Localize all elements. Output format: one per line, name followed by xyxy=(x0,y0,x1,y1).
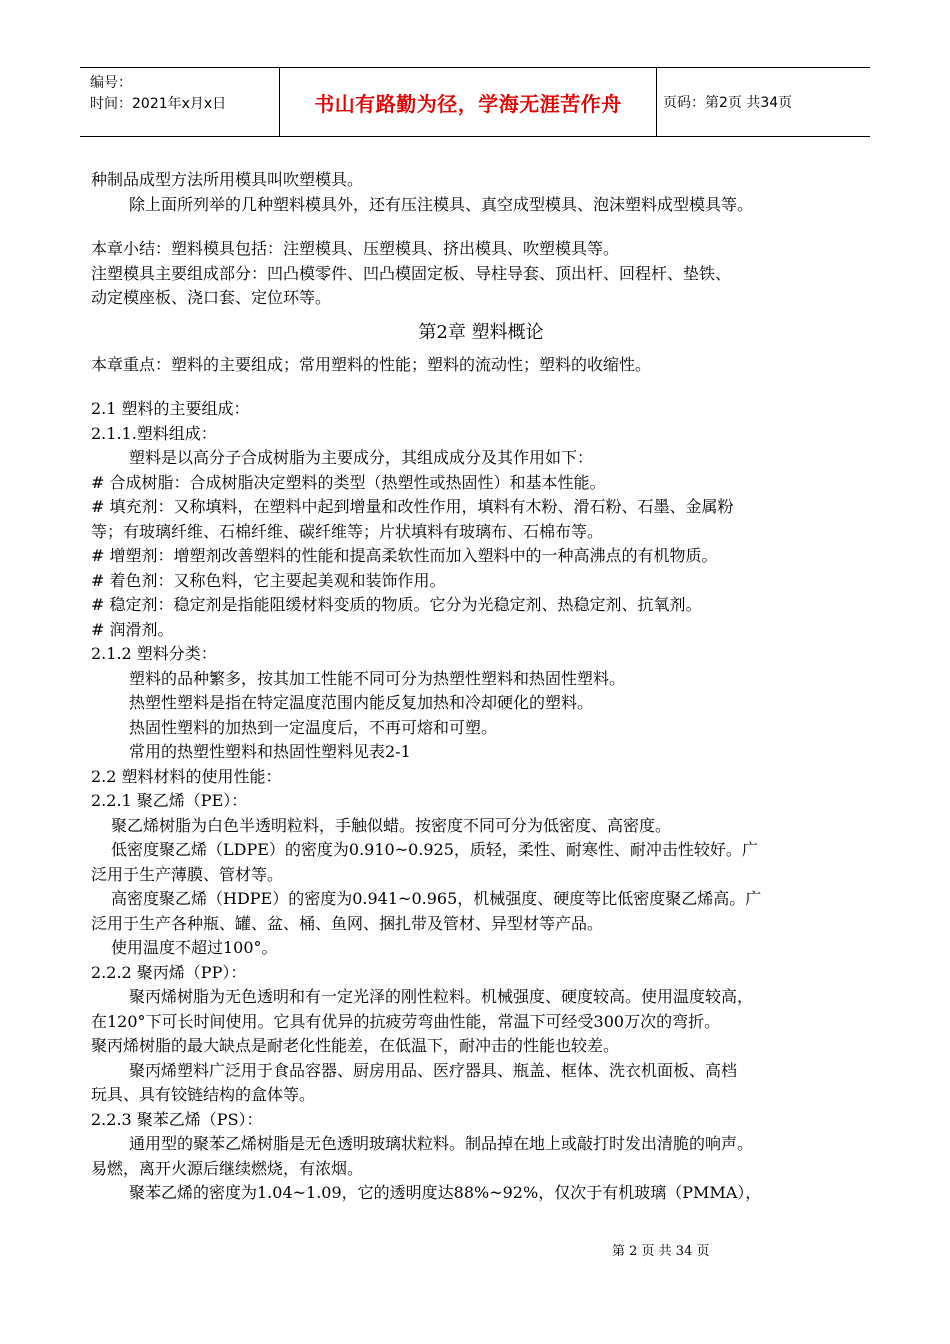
subsection-heading: 2.1.2 塑料分类： xyxy=(91,644,217,663)
text-line: 低密度聚乙烯（LDPE）的密度为0.910~0.925，质轻，柔性、耐寒性、耐冲击性较好。广 xyxy=(111,840,758,859)
document-number: 编号： xyxy=(90,75,132,91)
list-item: # 合成树脂：合成树脂决定塑料的类型（热塑性或热固性）和基本性能。 xyxy=(91,472,606,492)
text-line: 热塑性塑料是指在特定温度范围内能反复加热和冷却硬化的塑料。 xyxy=(129,693,594,712)
subsection-heading: 2.2.2 聚丙烯（PP）： xyxy=(91,962,247,982)
subsection-heading: 2.1.1.塑料组成： xyxy=(91,423,217,443)
text-line: 塑料是以高分子合成树脂为主要成分，其组成成分及其作用如下： xyxy=(129,448,594,467)
blank-line xyxy=(91,217,871,237)
text-line: 常用的热塑性塑料和热固性塑料见表2-1 xyxy=(129,742,411,761)
list-item: # 稳定剂：稳定剂是指能阻缓材料变质的物质。它分为光稳定剂、热稳定剂、抗氧剂。 xyxy=(91,595,702,614)
list-item: # 润滑剂。 xyxy=(91,619,174,639)
chapter-focus: 本章重点：塑料的主要组成；常用塑料的性能；塑料的流动性；塑料的收缩性。 xyxy=(91,354,652,374)
footer-page-number: 第 2 页 共 34 页 xyxy=(612,1244,710,1259)
chapter-heading: 第2章 塑料概论 xyxy=(418,321,544,343)
text-line: 聚丙烯树脂的最大缺点是耐老化性能差，在低温下，耐冲击的性能也较差。 xyxy=(91,1036,620,1055)
section-heading: 2.1 塑料的主要组成： xyxy=(91,399,250,418)
list-item: # 填充剂：又称填料，在塑料中起到增量和改性作用，填料有木粉、滑石粉、石墨、金属粉 xyxy=(91,497,734,516)
text-line: 在120°下可长时间使用。它具有优异的抗疲劳弯曲性能，常温下可经受300万次的弯折。 xyxy=(91,1011,721,1031)
text-line: 高密度聚乙烯（HDPE）的密度为0.941~0.965，机械强度、硬度等比低密度聚乙烯高。广 xyxy=(111,889,762,908)
list-item: # 增塑剂：增塑剂改善塑料的性能和提高柔软性而加入塑料中的一种高沸点的有机物质。 xyxy=(91,546,718,565)
text-line: 聚乙烯树脂为白色半透明粒料，手触似蜡。按密度不同可分为低密度、高密度。 xyxy=(111,815,672,835)
text-line: 热固性塑料的加热到一定温度后，不再可熔和可塑。 xyxy=(129,717,498,737)
header-info-cell xyxy=(80,68,280,136)
header-page-number: 页码：第2页 共34页 xyxy=(663,95,793,111)
text-line: 等；有玻璃纤维、石棉纤维、碳纤维等；片状填料有玻璃布、石棉布等。 xyxy=(91,521,604,541)
text-line: 聚丙烯塑料广泛用于食品容器、厨房用品、医疗器具、瓶盖、框体、洗衣机面板、高档 xyxy=(129,1060,738,1080)
document-time: 时间：2021年x月x日 xyxy=(90,96,227,112)
chapter-summary: 本章小结：塑料模具包括：注塑模具、压塑模具、挤出模具、吹塑模具等。 xyxy=(91,239,620,258)
subsection-heading: 2.2.1 聚乙烯（PE）： xyxy=(91,791,248,810)
text-line: 聚苯乙烯的密度为1.04~1.09，它的透明度达88%~92%，仅次于有机玻璃（PMMA）， xyxy=(129,1183,762,1202)
text-line: 动定模座板、浇口套、定位环等。 xyxy=(91,288,332,307)
text-line: 泛用于生产薄膜、管材等。 xyxy=(91,864,284,884)
text-line: 聚丙烯树脂为无色透明和有一定光泽的刚性粒料。机械强度、硬度较高。使用温度较高， xyxy=(129,987,754,1006)
header-motto: 书山有路勤为径，学海无涯苦作舟 xyxy=(280,68,657,136)
text-line: 除上面所列举的几种塑料模具外，还有压注模具、真空成型模具、泡沫塑料成型模具等。 xyxy=(129,194,754,214)
text-line: 注塑模具主要组成部分：凹凸模零件、凹凸模固定板、导柱导套、顶出杆、回程杆、垫铁、 xyxy=(91,263,732,283)
list-item: # 着色剂：又称色料，它主要起美观和装饰作用。 xyxy=(91,570,446,590)
text-line: 塑料的品种繁多，按其加工性能不同可分为热塑性塑料和热固性塑料。 xyxy=(129,668,626,688)
section-heading: 2.2 塑料材料的使用性能： xyxy=(91,766,282,786)
page-header xyxy=(80,67,870,137)
text-line: 泛用于生产各种瓶、罐、盆、桶、鱼网、捆扎带及管材、异型材等产品。 xyxy=(91,913,604,933)
text-line: 通用型的聚苯乙烯树脂是无色透明玻璃状粒料。制品掉在地上或敲打时发出清脆的响声。 xyxy=(129,1134,754,1153)
blank-line xyxy=(91,377,871,397)
document-body xyxy=(91,168,871,1206)
text-line: 使用温度不超过100°。 xyxy=(111,938,278,957)
text-line: 种制品成型方法所用模具叫吹塑模具。 xyxy=(91,170,364,189)
text-line: 玩具、具有铰链结构的盒体等。 xyxy=(91,1085,316,1104)
subsection-heading: 2.2.3 聚苯乙烯（PS）： xyxy=(91,1109,263,1129)
text-line: 易燃，离开火源后继续燃烧，有浓烟。 xyxy=(91,1158,364,1178)
